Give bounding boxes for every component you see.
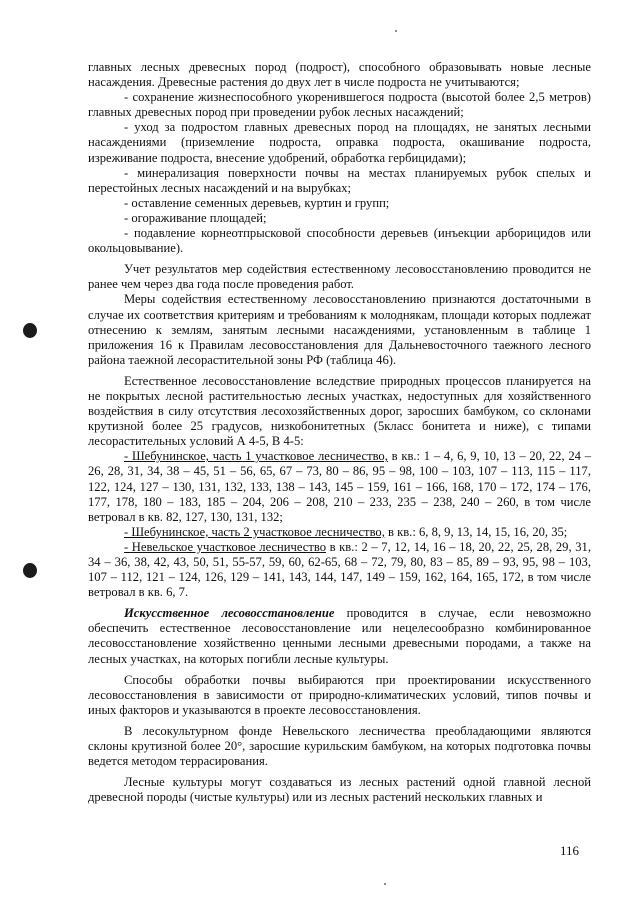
list-item: - сохранение жизнеспособного укоренившегося подроста (высотой более 2,5 метров) главных древесных пород при проведении рубок лесных насаждений;: [88, 90, 591, 120]
forestry-list-item: [88, 540, 591, 600]
forestry-name: - Шебунинское, часть 1 участковое лесничество,: [124, 449, 388, 464]
paragraph-text: проводится в случае, если невозможно обеспечить естественное лесовосстановление или нецелесообразно комбинированное лесовосстановление хозяйственно ценными лесными древесными породами, а также на лесных участках, на которых погибли лесные культуры.: [88, 606, 591, 666]
quarter-list: в кв.: 2 – 7, 12, 14, 16 – 18, 20, 22, 25, 28, 29, 31, 34 – 36, 38, 42, 43, 50, 51, 55-57, 59, 60, 62-65, 68 – 72, 79, 80, 83 – 85, 89 – 93, 95, 98 – 103, 107 – 112, 121 – 124, 126, 129 – 141, 143, 144, 147, 149 – 159, 162, 164, 165, 172, в том числе ветровал в кв. 6, 7.: [88, 539, 591, 600]
paragraph: [88, 606, 591, 666]
punch-hole-bottom: [23, 563, 37, 578]
paragraph: Учет результатов мер содействия естественному лесовосстановлению проводится не ранее чем через два года после проведения работ.: [88, 262, 591, 292]
list-item: - уход за подростом главных древесных пород на площадях, не занятых лесными насаждениями (приземление подроста, оправка подроста, окашивание подроста, изреживание подроста, внесение удобрений, обработка гербицидами);: [88, 120, 591, 165]
paragraph: главных лесных древесных пород (подрост), способного образовывать новые лесные насаждения. Древесные растения до двух лет в числе подроста не учитываются;: [88, 60, 591, 90]
forestry-name: - Шебунинское, часть 2 участковое лесничество,: [124, 524, 385, 539]
list-item: - подавление корнеотпрысковой способности деревьев (инъекции арборицидов или окольцовывание).: [88, 226, 591, 256]
list-item: - огораживание площадей;: [124, 210, 267, 225]
scan-speck: [384, 883, 386, 885]
list-item: - оставление семенных деревьев, куртин и групп;: [124, 195, 390, 210]
forestry-list-item: [88, 449, 591, 524]
paragraph: В лесокультурном фонде Невельского лесничества преобладающими являются склоны крутизной более 20°, заросшие курильским бамбуком, на которых подготовка почвы ведется методом террасирования.: [88, 723, 591, 769]
paragraph: Естественное лесовосстановление вследствие природных процессов планируется на не покрытых лесной растительностью лесных участках, недоступных для хозяйственного воздействия в силу отсутствия лесохозяйственных дорог, заросших бамбуком, со склонами крутизной более 25 градусов, низкобонитетных (5класс бонитета и ниже), с типами лесорастительных условий А 4-5, В 4-5:: [88, 373, 591, 449]
forestry-name: - Невельское участковое лесничество: [124, 539, 327, 554]
term-heading: Искусственное лесовосстановление: [124, 606, 335, 621]
punch-hole-top: [23, 323, 37, 338]
page-number: 116: [560, 843, 580, 858]
paragraph: Меры содействия естественному лесовосстановлению признаются достаточными в случае их соответствия критериям и требованиям к молоднякам, площади которых подлежат отнесению к землям, занятым лесными насаждениями, установленным в таблице 1 приложения 16 к Правилам лесовосстановления для Дальневосточного таежного лесного района таежной лесорастительной зоны РФ (таблица 46).: [88, 292, 591, 367]
paragraph: Способы обработки почвы выбираются при проектировании искусственного лесовосстановления в зависимости от природно-климатических условий, типов почвы и иных факторов и указываются в проекте лесовосстановления.: [88, 672, 591, 717]
scan-speck: [395, 30, 397, 32]
quarter-list: в кв.: 1 – 4, 6, 9, 10, 13 – 20, 22, 24 – 26, 28, 31, 34, 38 – 45, 51 – 56, 65, 67 – 73, 80 – 86, 95 – 98, 100 – 103, 107 – 113, 115 – 117, 122, 124, 127 – 130, 131, 132, 133, 138 – 143, 145 – 159, 161 – 166, 168, 170 – 172, 174 – 176, 177, 178, 180 – 183, 185 – 204, 206 – 208, 210 – 233, 235 – 238, 240 – 260, в том числе ветровал в кв. 82, 127, 130, 131, 132;: [88, 449, 591, 524]
paragraph: Лесные культуры могут создаваться из лесных растений одной главной лесной древесной породы (чистые культуры) или из лесных растений нескольких главных и: [88, 775, 591, 805]
list-item: - минерализация поверхности почвы на местах планируемых рубок спелых и перестойных лесных насаждений и на вырубках;: [88, 165, 591, 195]
forestry-list-item: [88, 525, 591, 540]
quarter-list: в кв.: 6, 8, 9, 13, 14, 15, 16, 20, 35;: [384, 524, 568, 539]
document-body: [88, 60, 591, 805]
